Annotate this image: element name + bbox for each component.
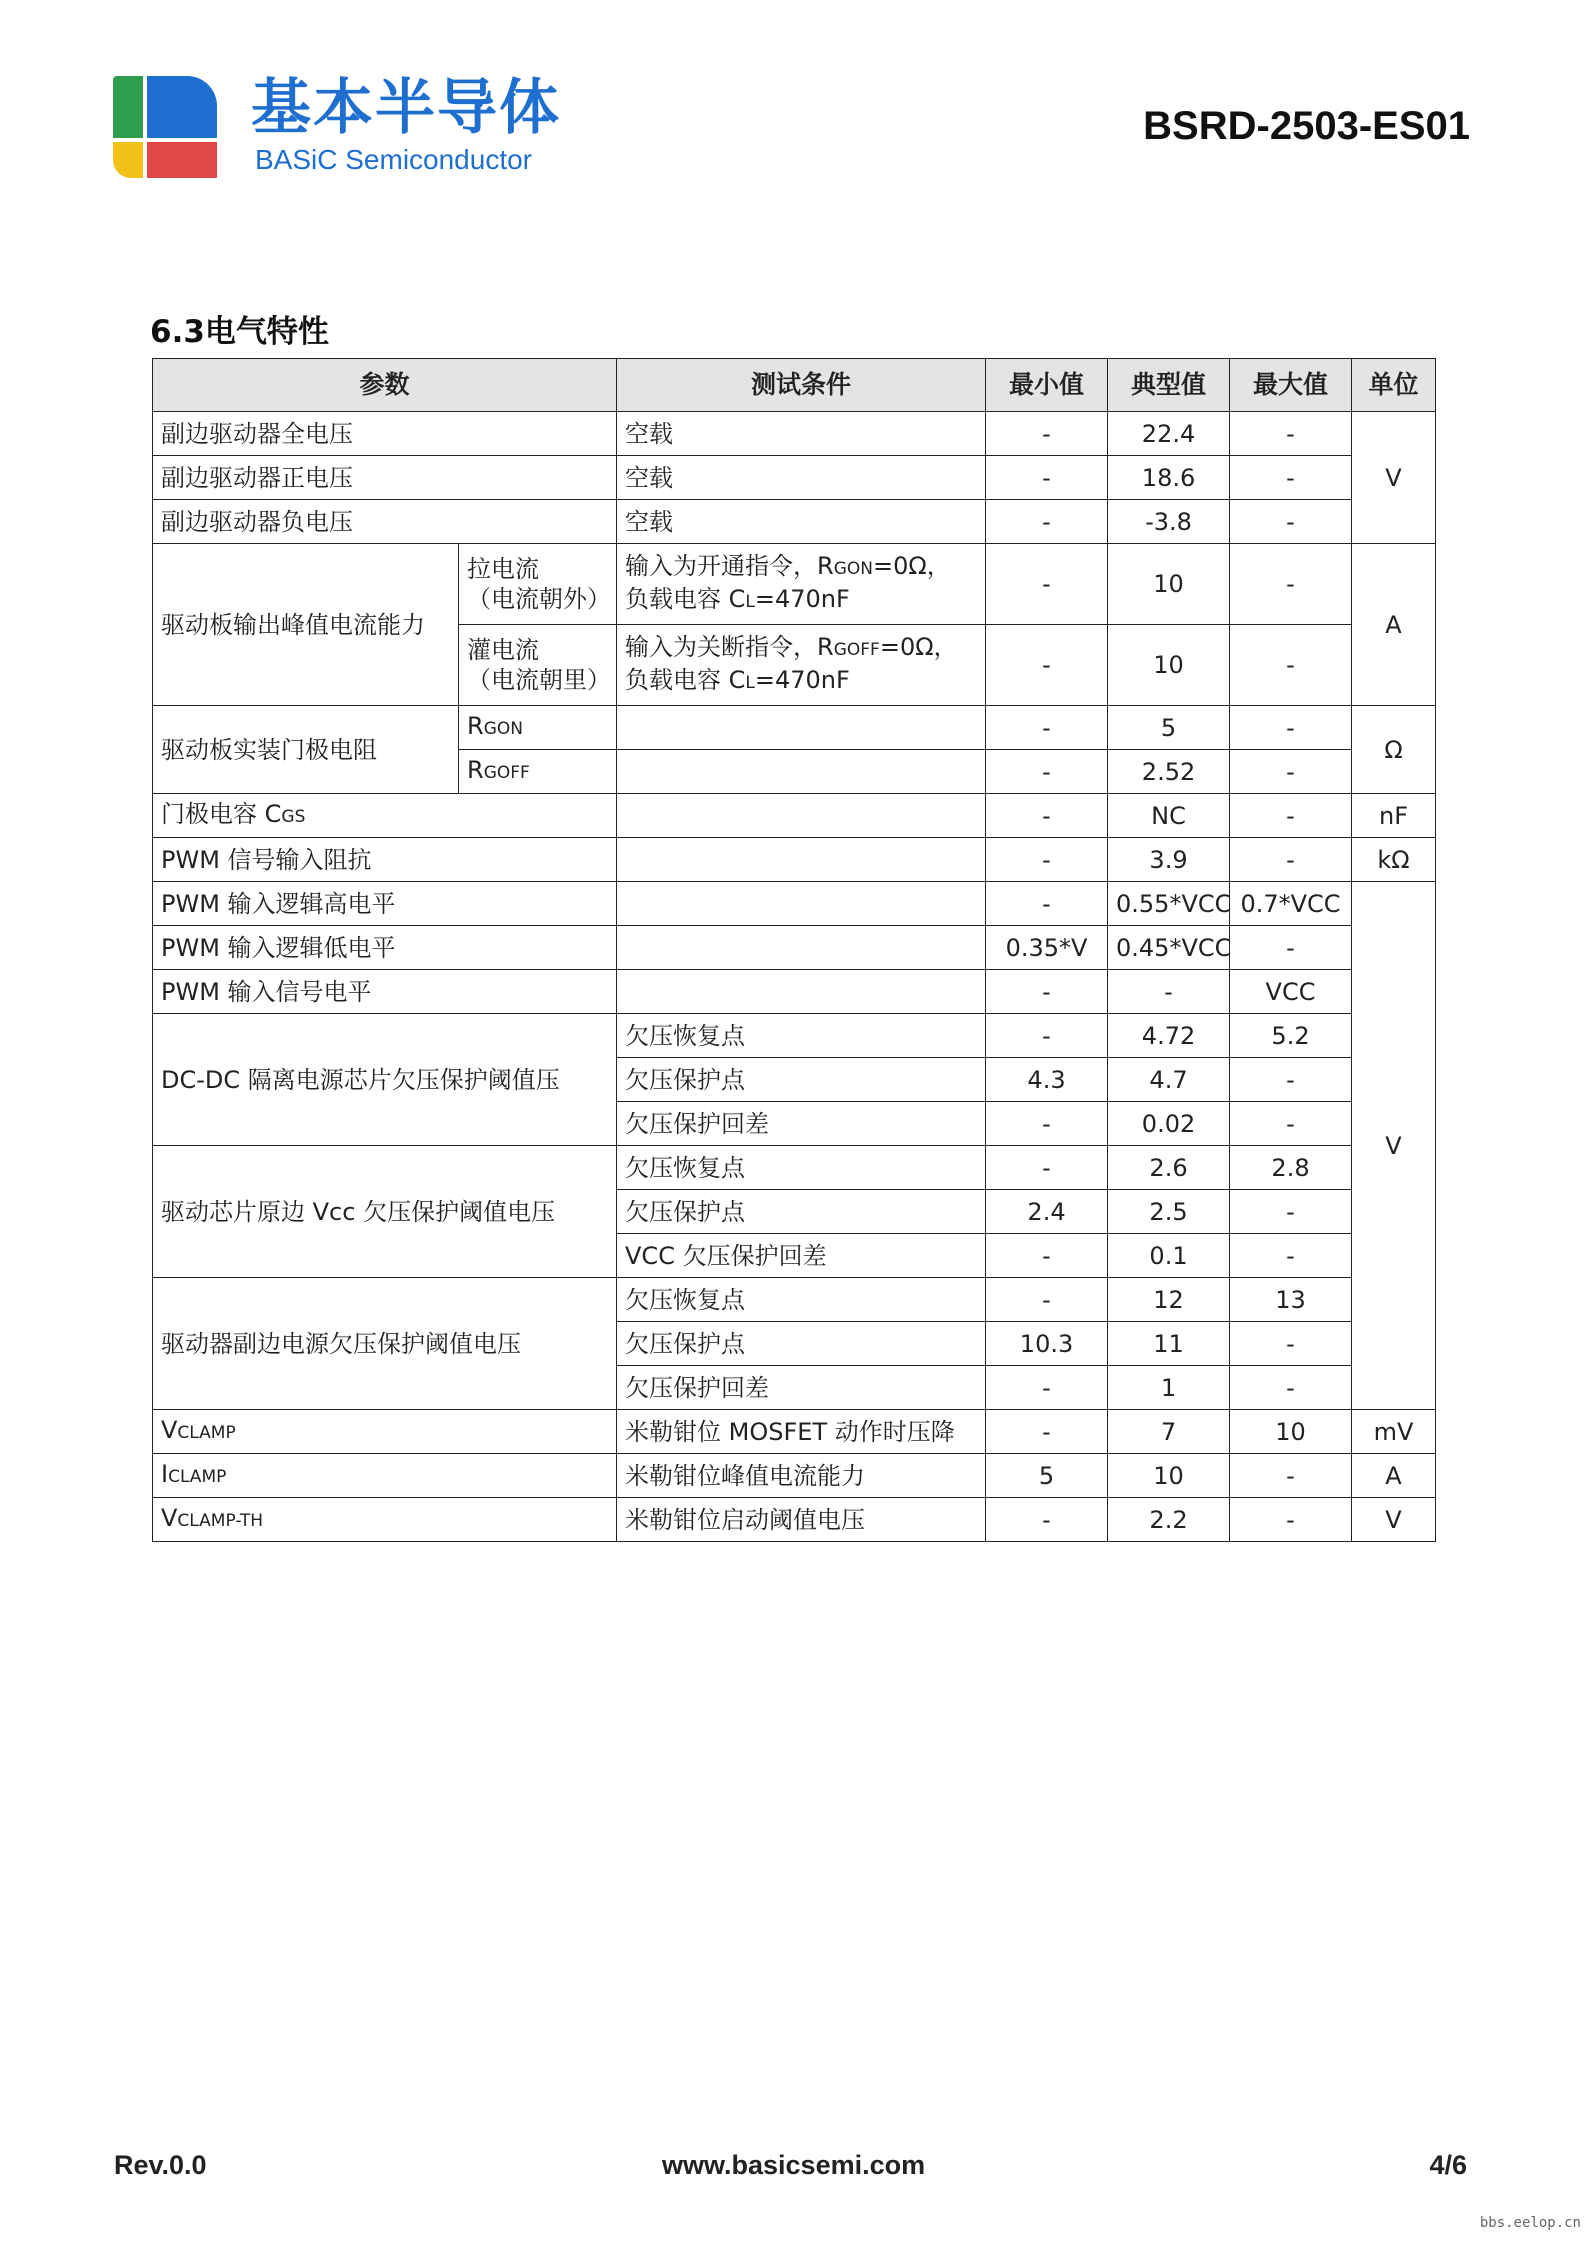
min-cell: -	[986, 1102, 1108, 1146]
min-cell: -	[986, 838, 1108, 882]
header-max: 最大值	[1230, 359, 1352, 412]
typ-cell: -3.8	[1108, 500, 1230, 544]
min-cell: -	[986, 750, 1108, 794]
header-unit: 单位	[1352, 359, 1436, 412]
min-cell: -	[986, 412, 1108, 456]
condition-cell: 空载	[617, 456, 986, 500]
sub-param-cell	[459, 625, 617, 706]
logo-red-block	[147, 142, 217, 178]
min-cell: -	[986, 625, 1108, 706]
param-cell: PWM 输入信号电平	[153, 970, 617, 1014]
unit-cell: V	[1352, 412, 1436, 544]
footer-revision: Rev.0.0	[114, 2150, 207, 2180]
logo-mark-icon	[113, 76, 217, 178]
max-cell: -	[1230, 926, 1352, 970]
condition-cell: 欠压恢复点	[617, 1146, 986, 1190]
table-row	[153, 1410, 1436, 1454]
table-row	[153, 1146, 1436, 1190]
resistor-subscript: GON	[483, 719, 523, 739]
table-row	[153, 882, 1436, 926]
condition-cell: 欠压保护回差	[617, 1102, 986, 1146]
condition-cell: 欠压恢复点	[617, 1014, 986, 1058]
logo-chinese-name: 基本半导体	[251, 73, 561, 143]
min-cell: -	[986, 1366, 1108, 1410]
header-param: 参数	[153, 359, 617, 412]
typ-cell: 1	[1108, 1366, 1230, 1410]
param-subscript: CLAMP	[177, 1423, 236, 1443]
typ-cell: 0.02	[1108, 1102, 1230, 1146]
table-row	[153, 544, 1436, 625]
table-row	[153, 706, 1436, 750]
condition-cell	[617, 544, 986, 625]
resistor-symbol: R	[467, 756, 484, 784]
max-cell: -	[1230, 1322, 1352, 1366]
min-cell: 4.3	[986, 1058, 1108, 1102]
footer-page-number: 4/6	[1429, 2150, 1467, 2180]
typ-cell: 2.6	[1108, 1146, 1230, 1190]
param-cell: 副边驱动器负电压	[153, 500, 617, 544]
param-text: I	[161, 1460, 169, 1488]
max-cell: -	[1230, 706, 1352, 750]
max-cell: -	[1230, 794, 1352, 838]
max-cell: -	[1230, 544, 1352, 625]
typ-cell: 2.52	[1108, 750, 1230, 794]
resistor-value: =0Ω，	[872, 552, 951, 580]
condition-cell: 欠压保护点	[617, 1190, 986, 1234]
condition-line: 输入为开通指令，	[625, 552, 818, 580]
max-cell: 13	[1230, 1278, 1352, 1322]
table-row	[153, 1014, 1436, 1058]
condition-cell	[617, 838, 986, 882]
min-cell: -	[986, 500, 1108, 544]
param-cell: DC-DC 隔离电源芯片欠压保护阈值压	[153, 1014, 617, 1146]
min-cell: 2.4	[986, 1190, 1108, 1234]
unit-cell: A	[1352, 544, 1436, 706]
condition-line: 负载电容 C	[625, 666, 746, 694]
capacitor-value: =470nF	[754, 585, 850, 613]
typ-cell: 0.1	[1108, 1234, 1230, 1278]
typ-cell: 2.5	[1108, 1190, 1230, 1234]
min-cell: -	[986, 1014, 1108, 1058]
logo-english-name: BASiC Semiconductor	[255, 144, 533, 175]
max-cell: -	[1230, 1234, 1352, 1278]
max-cell: 5.2	[1230, 1014, 1352, 1058]
condition-cell	[617, 882, 986, 926]
table-row	[153, 838, 1436, 882]
param-subscript: CLAMP	[168, 1467, 227, 1487]
typ-cell: 7	[1108, 1410, 1230, 1454]
sub-param-cell	[459, 750, 617, 794]
min-cell: 5	[986, 1454, 1108, 1498]
typ-cell: 2.2	[1108, 1498, 1230, 1542]
min-cell: 0.35*V	[986, 926, 1108, 970]
typ-cell: 4.72	[1108, 1014, 1230, 1058]
condition-cell: 欠压保护回差	[617, 1366, 986, 1410]
min-cell: -	[986, 1410, 1108, 1454]
unit-cell: V	[1352, 1498, 1436, 1542]
param-cell	[153, 794, 617, 838]
param-text: 门极电容 C	[161, 800, 282, 828]
sub-param-line: 拉电流	[467, 555, 539, 583]
condition-cell	[617, 625, 986, 706]
table-row	[153, 794, 1436, 838]
table-row	[153, 926, 1436, 970]
table-row	[153, 1454, 1436, 1498]
condition-cell	[617, 706, 986, 750]
sub-param-cell	[459, 544, 617, 625]
typ-cell: 11	[1108, 1322, 1230, 1366]
logo-green-block	[113, 76, 143, 138]
resistor-symbol: R	[817, 633, 834, 661]
sub-param-line: 灌电流	[467, 636, 539, 664]
param-text: V	[161, 1416, 178, 1444]
min-cell: -	[986, 544, 1108, 625]
resistor-subscript: GOFF	[833, 640, 880, 660]
footer-website: www.basicsemi.com	[662, 2150, 926, 2180]
sub-param-line: （电流朝外）	[467, 585, 611, 613]
max-cell: 2.8	[1230, 1146, 1352, 1190]
min-cell: -	[986, 794, 1108, 838]
max-cell: -	[1230, 456, 1352, 500]
typ-cell: -	[1108, 970, 1230, 1014]
min-cell: -	[986, 970, 1108, 1014]
header-condition: 测试条件	[617, 359, 986, 412]
condition-line: 输入为关断指令，	[625, 633, 818, 661]
max-cell: -	[1230, 750, 1352, 794]
max-cell: -	[1230, 1102, 1352, 1146]
min-cell: -	[986, 456, 1108, 500]
header-typ: 典型值	[1108, 359, 1230, 412]
condition-cell: 米勒钳位峰值电流能力	[617, 1454, 986, 1498]
condition-cell: 欠压恢复点	[617, 1278, 986, 1322]
max-cell: -	[1230, 1454, 1352, 1498]
condition-cell	[617, 970, 986, 1014]
typ-cell: 5	[1108, 706, 1230, 750]
resistor-symbol: R	[817, 552, 834, 580]
unit-cell: V	[1352, 882, 1436, 1410]
param-cell: PWM 输入逻辑低电平	[153, 926, 617, 970]
resistor-symbol: R	[467, 712, 484, 740]
typ-cell: NC	[1108, 794, 1230, 838]
max-cell: -	[1230, 1190, 1352, 1234]
param-text: V	[161, 1504, 178, 1532]
param-cell: 驱动板实装门极电阻	[153, 706, 459, 794]
table-header-row	[153, 359, 1436, 412]
document-number: BSRD-2503-ES01	[1143, 104, 1470, 148]
typ-cell: 4.7	[1108, 1058, 1230, 1102]
typ-cell: 0.55*VCC	[1108, 882, 1230, 926]
max-cell: VCC	[1230, 970, 1352, 1014]
max-cell: -	[1230, 625, 1352, 706]
param-cell: 副边驱动器全电压	[153, 412, 617, 456]
unit-cell: Ω	[1352, 706, 1436, 794]
param-cell: 驱动芯片原边 Vcc 欠压保护阈值电压	[153, 1146, 617, 1278]
typ-cell: 3.9	[1108, 838, 1230, 882]
max-cell: 0.7*VCC	[1230, 882, 1352, 926]
condition-cell: 欠压保护点	[617, 1058, 986, 1102]
max-cell: -	[1230, 500, 1352, 544]
resistor-subscript: GOFF	[483, 763, 530, 783]
table-row	[153, 500, 1436, 544]
unit-cell: nF	[1352, 794, 1436, 838]
min-cell: 10.3	[986, 1322, 1108, 1366]
condition-cell: VCC 欠压保护回差	[617, 1234, 986, 1278]
capacitor-value: =470nF	[754, 666, 850, 694]
capacitor-subscript: L	[745, 673, 755, 693]
table-row	[153, 456, 1436, 500]
param-cell: 副边驱动器正电压	[153, 456, 617, 500]
max-cell: -	[1230, 838, 1352, 882]
min-cell: -	[986, 1278, 1108, 1322]
condition-cell: 米勒钳位启动阈值电压	[617, 1498, 986, 1542]
capacitor-subscript: L	[745, 592, 755, 612]
typ-cell: 18.6	[1108, 456, 1230, 500]
condition-line: 负载电容 C	[625, 585, 746, 613]
table-row	[153, 412, 1436, 456]
condition-cell	[617, 926, 986, 970]
typ-cell: 12	[1108, 1278, 1230, 1322]
sub-param-cell	[459, 706, 617, 750]
condition-cell: 米勒钳位 MOSFET 动作时压降	[617, 1410, 986, 1454]
max-cell: -	[1230, 1058, 1352, 1102]
param-cell: PWM 输入逻辑高电平	[153, 882, 617, 926]
table-row	[153, 970, 1436, 1014]
min-cell: -	[986, 1234, 1108, 1278]
min-cell: -	[986, 882, 1108, 926]
logo-yellow-block	[113, 142, 143, 178]
logo-blue-block	[147, 76, 217, 138]
param-cell	[153, 1498, 617, 1542]
min-cell: -	[986, 1146, 1108, 1190]
condition-cell: 空载	[617, 412, 986, 456]
section-title: 6.3电气特性	[150, 314, 329, 350]
resistor-value: =0Ω，	[879, 633, 958, 661]
max-cell: 10	[1230, 1410, 1352, 1454]
typ-cell: 22.4	[1108, 412, 1230, 456]
unit-cell: mV	[1352, 1410, 1436, 1454]
param-cell	[153, 1454, 617, 1498]
typ-cell: 10	[1108, 625, 1230, 706]
param-cell: 驱动板输出峰值电流能力	[153, 544, 459, 706]
resistor-subscript: GON	[833, 559, 873, 579]
unit-cell: kΩ	[1352, 838, 1436, 882]
param-subscript: GS	[281, 807, 306, 827]
param-cell: PWM 信号输入阻抗	[153, 838, 617, 882]
max-cell: -	[1230, 412, 1352, 456]
sub-param-line: （电流朝里）	[467, 666, 611, 694]
min-cell: -	[986, 1498, 1108, 1542]
param-subscript: CLAMP-TH	[177, 1511, 264, 1531]
condition-cell	[617, 794, 986, 838]
table-row	[153, 1278, 1436, 1322]
param-cell	[153, 1410, 617, 1454]
max-cell: -	[1230, 1498, 1352, 1542]
table-row	[153, 1498, 1436, 1542]
company-logo	[113, 72, 573, 182]
header-min: 最小值	[986, 359, 1108, 412]
typ-cell: 10	[1108, 544, 1230, 625]
condition-cell: 欠压保护点	[617, 1322, 986, 1366]
condition-cell	[617, 750, 986, 794]
min-cell: -	[986, 706, 1108, 750]
max-cell: -	[1230, 1366, 1352, 1410]
electrical-characteristics-table	[152, 358, 1436, 1542]
condition-cell: 空载	[617, 500, 986, 544]
typ-cell: 10	[1108, 1454, 1230, 1498]
typ-cell: 0.45*VCC	[1108, 926, 1230, 970]
watermark: bbs.eelop.cn	[1479, 2215, 1581, 2231]
param-cell: 驱动器副边电源欠压保护阈值电压	[153, 1278, 617, 1410]
unit-cell: A	[1352, 1454, 1436, 1498]
